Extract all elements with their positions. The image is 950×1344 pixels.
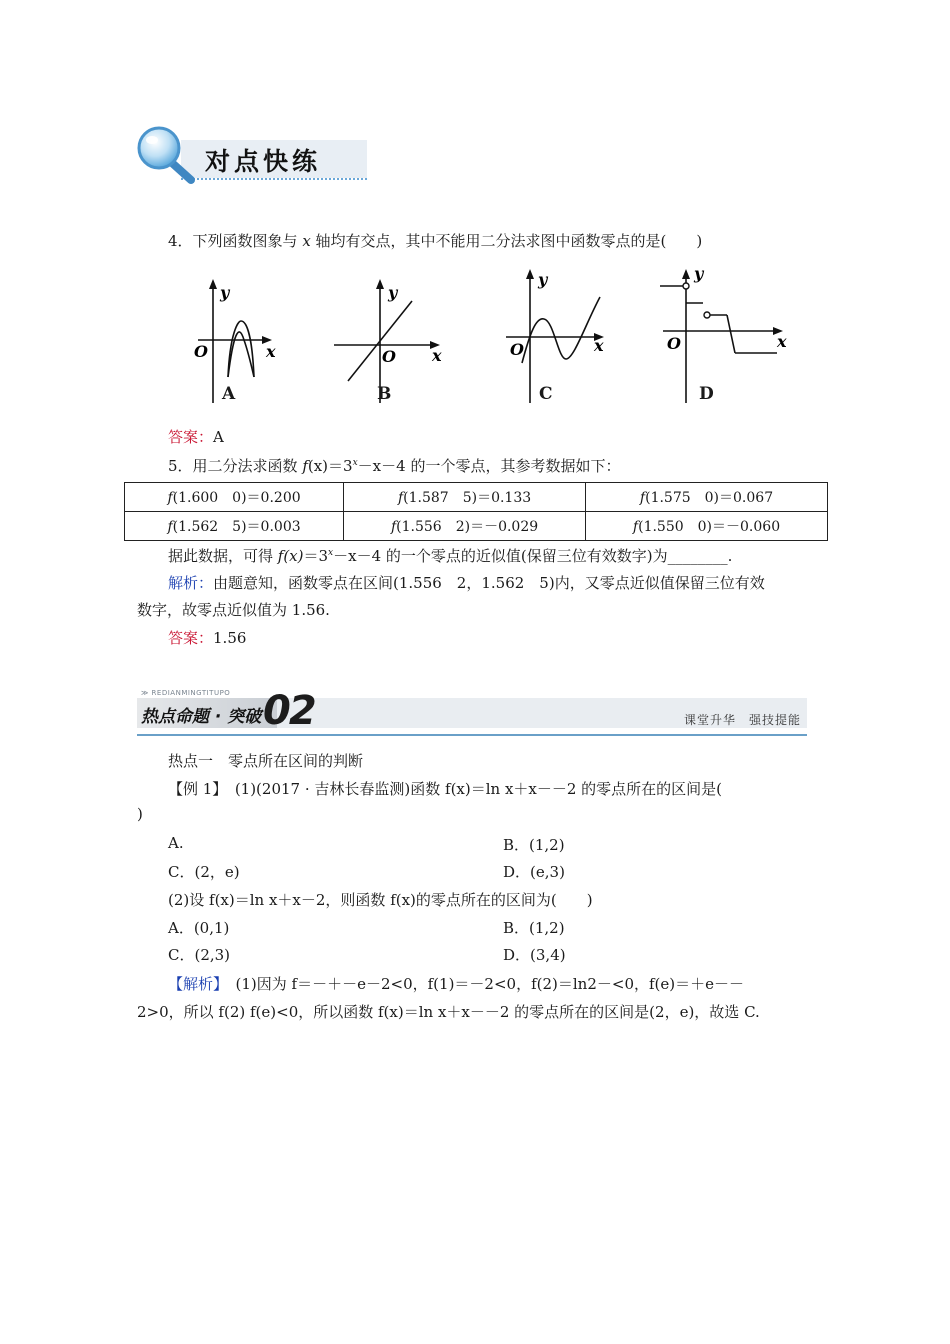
graph-c-label: C [539, 384, 553, 404]
q5-answer-label: 答案： [168, 629, 214, 647]
q5-followup-suffix: －x－4 的一个零点的近似值(保留三位有效数字)为________. [333, 547, 733, 565]
q4-answer-label: 答案： [168, 428, 214, 446]
q5-stem-f: f [302, 457, 308, 475]
section-banner-practice [133, 122, 369, 184]
option-d2: D．(3,4) [503, 946, 566, 964]
q5-stem-sup: x [352, 458, 358, 468]
graph-c[interactable] [500, 263, 650, 413]
graph-d-label: D [699, 384, 714, 404]
q5-stem-x: (x) [307, 457, 329, 475]
q4-stem-var: x [302, 232, 311, 250]
graph-d[interactable] [655, 263, 805, 413]
q5-analysis-line1 [168, 572, 765, 593]
example-1-part1-close: ) [137, 805, 143, 823]
banner-number: 02 [263, 688, 315, 734]
question-5-stem [168, 455, 620, 476]
example-1-part1 [168, 778, 722, 799]
q5-stem-mid: ＝3 [328, 457, 353, 475]
q5-answer-value: 1.56 [213, 629, 247, 647]
question-4-stem [168, 230, 702, 251]
table-cell: f(1.562 5)＝0.003 [125, 512, 344, 541]
graph-c-x-label: x [594, 336, 604, 355]
banner-small-caption: ≫ REDIANMINGTITUPO [141, 689, 231, 697]
graph-b-y-label: y [388, 283, 398, 302]
option-c2: C．(2,3) [168, 946, 231, 964]
graph-b-origin: O [382, 347, 396, 366]
graph-a-y-label: y [220, 283, 230, 302]
hotspot-analysis-text1: (1)因为 f＝－＋－e－2<0，f(1)＝－2<0，f(2)＝ln2－<0，f(e)＝＋e－－ [220, 975, 744, 993]
option-a1: A. [168, 834, 184, 852]
q4-stem-suffix: 轴均有交点，其中不能用二分法求图中函数零点的是( ) [310, 232, 703, 250]
banner-underline [137, 734, 807, 736]
banner-dotted-line [181, 178, 367, 180]
table-row [125, 512, 828, 541]
graph-b-x-label: x [432, 346, 442, 365]
reference-data-table [124, 482, 828, 541]
option-b1: B．(1,2) [503, 836, 565, 854]
q5-analysis-label: 解析： [168, 574, 214, 592]
graph-b-label: B [377, 384, 392, 404]
option-a2: A．(0,1) [168, 919, 230, 937]
hotspot-analysis-line1 [168, 973, 744, 994]
magnifier-icon [135, 124, 199, 186]
example-1-part2: (2)设 f(x)＝ln x＋x－2，则函数 f(x)的零点所在的区间为( ) [168, 891, 593, 909]
table-cell: f(1.575 0)＝0.067 [586, 483, 828, 512]
graph-d-origin: O [667, 334, 681, 353]
q5-stem-suffix: －x－4 的一个零点，其参考数据如下： [357, 457, 621, 475]
q5-followup-mid: ＝3 [303, 547, 329, 565]
table-row [125, 483, 828, 512]
q5-analysis-text1: 由题意知，函数零点在区间(1.556 2，1.562 5)内，又零点近似值保留三位有效 [213, 574, 765, 592]
section-banner-hotspot [137, 690, 807, 738]
graph-a-origin: O [194, 342, 208, 361]
table-cell: f(1.600 0)＝0.200 [125, 483, 344, 512]
banner-title: 热点命题 · 突破 [141, 707, 262, 727]
q4-answer [168, 426, 224, 447]
graph-d-x-label: x [777, 332, 787, 351]
q5-followup [168, 545, 732, 566]
q5-followup-fx: f(x) [277, 547, 304, 565]
graph-a-label: A [222, 384, 236, 404]
banner-title: 对点快练 [205, 147, 322, 176]
option-c1: C．(2，e) [168, 863, 240, 881]
q5-followup-prefix: 据此数据，可得 [168, 547, 278, 565]
table-cell: f(1.587 5)＝0.133 [344, 483, 586, 512]
example-part1-text: (1)(2017 · 吉林长春监测)函数 f(x)＝ln x＋x－－2 的零点所在的区间是( [219, 780, 723, 798]
q5-answer [168, 627, 246, 648]
option-b2: B．(1,2) [503, 919, 565, 937]
hotspot-heading: 热点一 零点所在区间的判断 [168, 752, 364, 770]
graph-b[interactable] [330, 263, 480, 413]
table-cell: f(1.556 2)＝－0.029 [344, 512, 586, 541]
hotspot-analysis-line2: 2>0，所以 f(2) f(e)<0，所以函数 f(x)＝ln x＋x－－2 的零点所在的区间是(2，e)，故选 C. [137, 1003, 760, 1021]
graph-c-y-label: y [538, 270, 548, 289]
banner-right-text: 课堂升华 强技提能 [683, 713, 801, 727]
hotspot-analysis-label: 【解析】 [168, 975, 221, 993]
graph-d-y-label: y [694, 264, 704, 283]
table-cell: f(1.550 0)＝－0.060 [586, 512, 828, 541]
q4-stem-prefix: 4．下列函数图象与 [168, 232, 303, 250]
q5-followup-sup: x [328, 548, 334, 558]
option-d1: D．(e,3) [503, 863, 565, 881]
graph-a-x-label: x [266, 342, 276, 361]
graph-c-origin: O [510, 340, 524, 359]
q5-analysis-line2: 数字，故零点近似值为 1.56. [137, 601, 330, 619]
q4-answer-value: A [213, 428, 224, 446]
example-label: 【例 1】 [168, 780, 220, 798]
graph-a[interactable] [168, 263, 318, 413]
q5-stem-prefix: 5．用二分法求函数 [168, 457, 303, 475]
